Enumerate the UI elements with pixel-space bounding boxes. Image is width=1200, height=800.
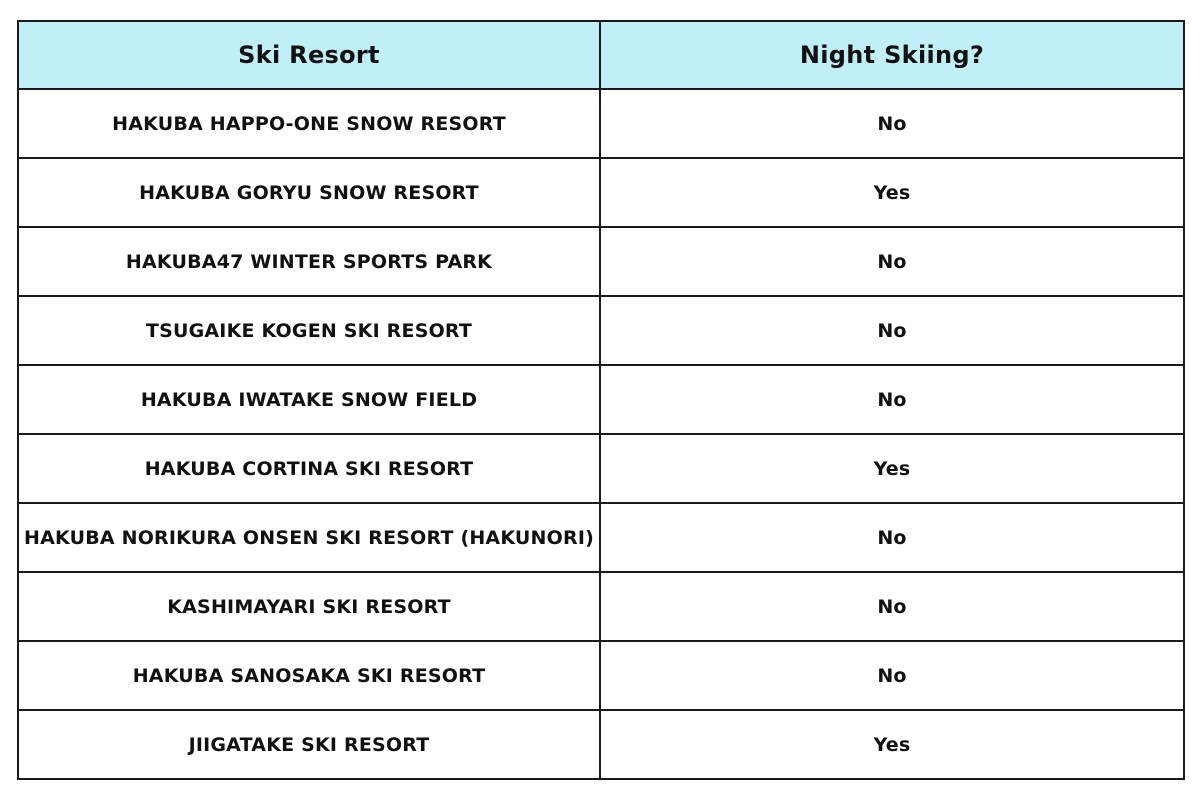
table-row xyxy=(18,365,1184,434)
table-row xyxy=(18,572,1184,641)
night-skiing-cell: Yes xyxy=(600,158,1184,227)
resort-name-cell: HAKUBA HAPPO-ONE SNOW RESORT xyxy=(18,89,600,158)
resort-name-cell: JIIGATAKE SKI RESORT xyxy=(18,710,600,779)
night-skiing-cell: No xyxy=(600,503,1184,572)
table-row xyxy=(18,641,1184,710)
column-header-night-skiing: Night Skiing? xyxy=(600,21,1184,89)
table-row xyxy=(18,503,1184,572)
night-skiing-cell: No xyxy=(600,572,1184,641)
column-header-ski-resort: Ski Resort xyxy=(18,21,600,89)
resort-name-cell: HAKUBA47 WINTER SPORTS PARK xyxy=(18,227,600,296)
night-skiing-cell: No xyxy=(600,227,1184,296)
table-row xyxy=(18,227,1184,296)
resort-name-cell: HAKUBA NORIKURA ONSEN SKI RESORT (HAKUNORI) xyxy=(18,503,600,572)
resort-name-cell: KASHIMAYARI SKI RESORT xyxy=(18,572,600,641)
header-row xyxy=(18,21,1184,89)
night-skiing-cell: Yes xyxy=(600,710,1184,779)
table-row xyxy=(18,710,1184,779)
night-skiing-cell: Yes xyxy=(600,434,1184,503)
resort-name-cell: TSUGAIKE KOGEN SKI RESORT xyxy=(18,296,600,365)
resort-name-cell: HAKUBA CORTINA SKI RESORT xyxy=(18,434,600,503)
ski-resort-table xyxy=(17,20,1185,780)
resort-name-cell: HAKUBA SANOSAKA SKI RESORT xyxy=(18,641,600,710)
night-skiing-cell: No xyxy=(600,641,1184,710)
night-skiing-cell: No xyxy=(600,296,1184,365)
resort-name-cell: HAKUBA IWATAKE SNOW FIELD xyxy=(18,365,600,434)
table-header xyxy=(18,21,1184,89)
night-skiing-cell: No xyxy=(600,89,1184,158)
resort-name-cell: HAKUBA GORYU SNOW RESORT xyxy=(18,158,600,227)
table-row xyxy=(18,296,1184,365)
ski-resort-table-container xyxy=(17,20,1183,780)
table-row xyxy=(18,89,1184,158)
table-body xyxy=(18,89,1184,779)
table-row xyxy=(18,434,1184,503)
table-row xyxy=(18,158,1184,227)
night-skiing-cell: No xyxy=(600,365,1184,434)
